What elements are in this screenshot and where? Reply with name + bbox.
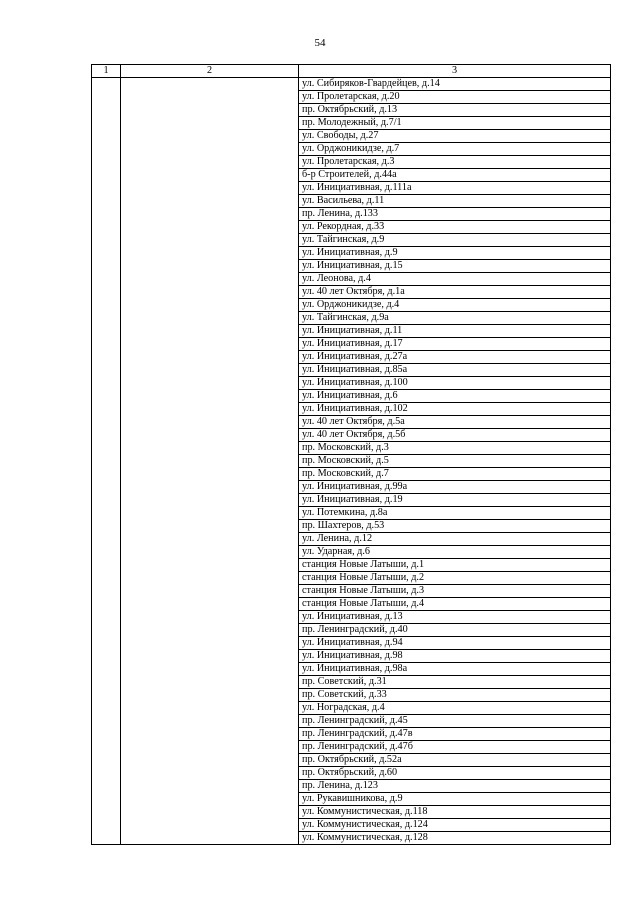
address-cell: ул. Коммунистическая, д.128	[299, 832, 611, 845]
address-cell: пр. Ленинградский, д.45	[299, 715, 611, 728]
address-cell: ул. Потемкина, д.8а	[299, 507, 611, 520]
address-cell: ул. Ноградская, д.4	[299, 702, 611, 715]
address-cell: станция Новые Латыши, д.1	[299, 559, 611, 572]
address-cell: пр. Молодежный, д.7/1	[299, 117, 611, 130]
address-cell: пр. Шахтеров, д.53	[299, 520, 611, 533]
address-cell: ул. 40 лет Октября, д.5б	[299, 429, 611, 442]
column-header-3: 3	[299, 65, 611, 78]
address-cell: ул. 40 лет Октября, д.1а	[299, 286, 611, 299]
address-cell: станция Новые Латыши, д.3	[299, 585, 611, 598]
column-1-cell	[92, 78, 121, 845]
address-cell: ул. Инициативная, д.15	[299, 260, 611, 273]
address-cell: пр. Ленинградский, д.40	[299, 624, 611, 637]
address-cell: ул. Тайгинская, д.9а	[299, 312, 611, 325]
address-cell: ул. Рукавишникова, д.9	[299, 793, 611, 806]
address-cell: ул. Инициативная, д.99а	[299, 481, 611, 494]
address-cell: пр. Московский, д.5	[299, 455, 611, 468]
column-header-2: 2	[121, 65, 299, 78]
address-cell: ул. Инициативная, д.19	[299, 494, 611, 507]
address-cell: ул. Орджоникидзе, д.7	[299, 143, 611, 156]
address-cell: ул. Инициативная, д.102	[299, 403, 611, 416]
address-cell: пр. Октябрьский, д.60	[299, 767, 611, 780]
address-cell: ул. Инициативная, д.85а	[299, 364, 611, 377]
address-cell: ул. Тайгинская, д.9	[299, 234, 611, 247]
address-cell: пр. Ленина, д.123	[299, 780, 611, 793]
address-cell: ул. Инициативная, д.27а	[299, 351, 611, 364]
address-cell: ул. Инициативная, д.9	[299, 247, 611, 260]
column-header-1: 1	[92, 65, 121, 78]
address-cell: пр. Советский, д.33	[299, 689, 611, 702]
address-cell: ул. Леонова, д.4	[299, 273, 611, 286]
address-cell: ул. Ударная, д.6	[299, 546, 611, 559]
address-cell: ул. Инициативная, д.94	[299, 637, 611, 650]
address-cell: ул. Инициативная, д.17	[299, 338, 611, 351]
address-cell: станция Новые Латыши, д.4	[299, 598, 611, 611]
table-row	[92, 78, 611, 91]
address-cell: пр. Советский, д.31	[299, 676, 611, 689]
address-cell: ул. Инициативная, д.100	[299, 377, 611, 390]
address-cell: ул. Пролетарская, д.20	[299, 91, 611, 104]
table-body	[92, 78, 611, 845]
address-cell: пр. Ленинградский, д.47б	[299, 741, 611, 754]
page-number: 54	[314, 37, 326, 49]
column-2-cell	[121, 78, 299, 845]
address-cell: ул. 40 лет Октября, д.5а	[299, 416, 611, 429]
address-cell: ул. Орджоникидзе, д.4	[299, 299, 611, 312]
address-cell: ул. Инициативная, д.6	[299, 390, 611, 403]
address-cell: ул. Рекордная, д.33	[299, 221, 611, 234]
address-table	[91, 64, 611, 845]
address-cell: пр. Московский, д.7	[299, 468, 611, 481]
address-cell: ул. Васильева, д.11	[299, 195, 611, 208]
address-cell: пр. Московский, д.3	[299, 442, 611, 455]
address-cell: ул. Пролетарская, д.3	[299, 156, 611, 169]
address-cell: б-р Строителей, д.44а	[299, 169, 611, 182]
table-header-row	[92, 65, 611, 78]
address-cell: пр. Ленинградский, д.47в	[299, 728, 611, 741]
address-cell: ул. Сибиряков-Гвардейцев, д.14	[299, 78, 611, 91]
address-cell: станция Новые Латыши, д.2	[299, 572, 611, 585]
address-cell: ул. Свободы, д.27	[299, 130, 611, 143]
address-cell: ул. Инициативная, д.13	[299, 611, 611, 624]
address-cell: пр. Октябрьский, д.13	[299, 104, 611, 117]
address-cell: пр. Ленина, д.133	[299, 208, 611, 221]
address-cell: ул. Инициативная, д.98а	[299, 663, 611, 676]
address-cell: ул. Инициативная, д.111а	[299, 182, 611, 195]
address-cell: ул. Инициативная, д.98	[299, 650, 611, 663]
address-cell: ул. Инициативная, д.11	[299, 325, 611, 338]
address-cell: ул. Коммунистическая, д.124	[299, 819, 611, 832]
address-cell: ул. Коммунистическая, д.118	[299, 806, 611, 819]
address-cell: ул. Ленина, д.12	[299, 533, 611, 546]
address-cell: пр. Октябрьский, д.52а	[299, 754, 611, 767]
